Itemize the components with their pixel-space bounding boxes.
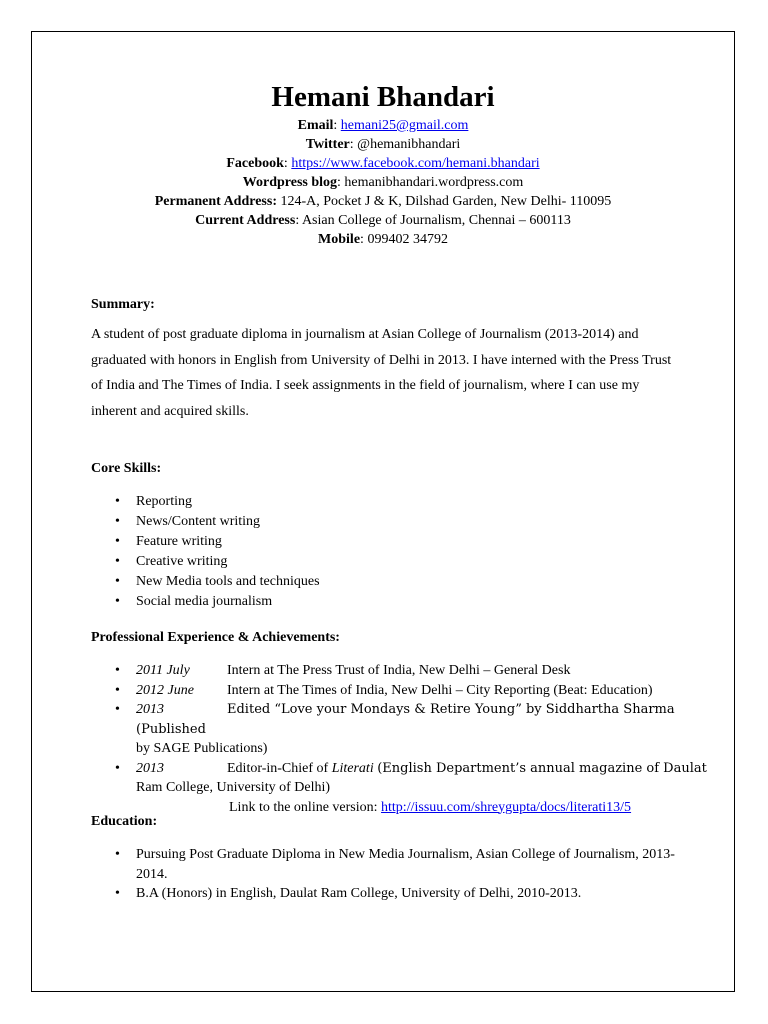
online-link-label: Link to the online version: [229,799,378,815]
contact-block [32,116,734,249]
wordpress-url: hemanibhandari.wordpress.com [344,175,524,190]
mobile-number: 099402 34792 [367,232,448,247]
magazine-title: Literati [331,760,374,776]
email-label: Email [297,118,334,133]
experience-date: 2013 [136,702,164,717]
education-text-cont: 2014. [136,866,168,882]
experience-item [91,681,711,701]
facebook-link[interactable]: https://www.facebook.com/hemani.bhandari [291,156,540,171]
twitter-handle: @hemanibhandari [357,137,461,152]
skill-item: • New Media tools and techniques [91,572,691,592]
twitter-label: Twitter [305,137,350,152]
resume-name: Hemani Bhandari [271,81,495,113]
experience-date: 2012 June [136,682,194,698]
summary-line: graduated with honors in English from University of Delhi in 2013. I have interned with the Press Trust [91,352,672,368]
experience-text-cont: Ram College, University of Delhi) [136,780,331,795]
experience-date: 2013 [136,760,164,776]
skill-item: • Creative writing [91,552,691,572]
summary-heading: Summary: [91,297,155,312]
summary-line: of India and The Times of India. I seek assignments in the field of journalism, where I can use my [91,378,640,393]
facebook-line: Facebook: https://www.facebook.com/hemani.bhandari [226,156,540,171]
skill-item: • Reporting [91,492,691,512]
core-skills-list [91,492,691,612]
email-line: Email: hemani25@gmail.com [297,118,469,133]
summary-line: A student of post graduate diploma in journalism at Asian College of Journalism (2013-2014) and [91,327,639,342]
education-text: B.A (Honors) in English, Daulat Ram College, University of Delhi, 2010-2013. [136,886,582,901]
permanent-address: 124-A, Pocket J & K, Dilshad Garden, New Delhi- 110095 [280,194,612,209]
wordpress-label: Wordpress blog [242,175,338,190]
permanent-address-line [32,192,734,211]
experience-item [91,759,711,818]
facebook-label: Facebook [226,156,284,171]
mobile-line: Mobile: 099402 34792 [318,232,448,247]
experience-text: Editor-in-Chief of [227,760,329,776]
skill-item: • News/Content writing [91,512,691,532]
education-item [91,845,711,884]
online-version-link[interactable]: http://issuu.com/shreygupta/docs/literati13/5 [381,799,632,815]
education-text: Pursuing Post Graduate Diploma in New Media Journalism, Asian College of Journalism, 2013- [136,847,675,862]
online-link-line [136,798,711,818]
education-heading: Education: [91,814,158,829]
experience-text: Intern at The Times of India, New Delhi – City Reporting (Beat: Education) [227,682,653,698]
core-skills-heading: Core Skills: [91,461,162,476]
permanent-address-label: Permanent Address: [154,194,277,209]
experience-text: Intern at The Press Trust of India, New Delhi – General Desk [227,663,571,678]
current-address: Asian College of Journalism, Chennai – 600113 [301,213,571,228]
skill-item: • Feature writing [91,532,691,552]
current-address-label: Current Address [195,213,296,228]
twitter-line: Twitter: @hemanibhandari [305,137,461,152]
education-item [91,884,711,904]
summary-paragraph [91,322,681,424]
experience-list [91,661,711,817]
experience-item [91,700,711,759]
wordpress-line: Wordpress blog: hemanibhandari.wordpress.com [242,175,524,190]
experience-text-cont: by SAGE Publications) [136,741,268,756]
experience-heading: Professional Experience & Achievements: [91,630,340,645]
education-list [91,845,711,904]
email-link[interactable]: hemani25@gmail.com [340,118,469,133]
mobile-label: Mobile [318,232,361,247]
resume-page [31,31,735,992]
current-address-line: Current Address: Asian College of Journalism, Chennai – 600113 [195,213,571,228]
experience-text: Edited “Love your Mondays & Retire Young” by Siddhartha Sharma (Published [136,702,675,737]
experience-item [91,661,711,681]
experience-date: 2011 July [136,663,190,678]
skill-item: • Social media journalism [91,592,691,612]
experience-text-b: (English Department’s annual magazine of Daulat [377,760,707,776]
summary-line: inherent and acquired skills. [91,403,249,419]
